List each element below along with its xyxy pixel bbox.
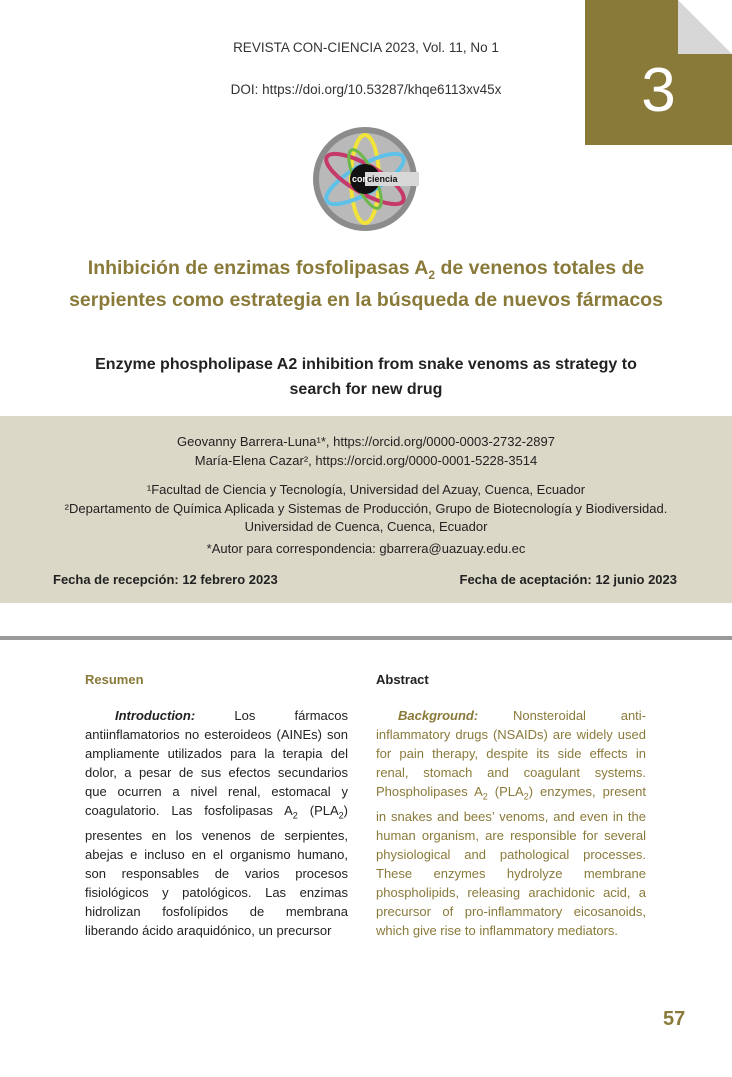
resumen-body: Introduction: Los fármacos antiinflamatorios no esteroideos (AINEs) son ampliamente utilizados para la terapia del dolor, a pesar de sus efectos secundarios que ocurren a nivel renal, estomacal y coagulatorio. Las fosfolipasas $A_2$ $(PLA_2)$ presentes en los venenos de serpientes, abejas e incluso en el organismo humano, son responsables de varios procesos fisiológicos y patológicos. Las enzimas hidrolizan fosfolípidos de membrana liberando ácido araquidónico, un precursor: [85, 708, 349, 938]
accepted-date: Fecha de aceptación: 12 junio 2023: [459, 572, 677, 587]
abstract-heading: Abstract: [376, 672, 429, 687]
affiliation-1: ¹Facultad de Ciencia y Tecnología, Universidad del Azuay, Cuenca, Ecuador: [146, 482, 586, 497]
section-divider: [0, 636, 732, 640]
journal-logo: [311, 125, 419, 233]
journal-citation: REVISTA CON-CIENCIA 2023, Vol. 11, No 1: [233, 40, 499, 55]
page-fold-corner: [678, 0, 732, 54]
logo-text-con: con: [352, 174, 369, 184]
issue-number-box: [585, 0, 732, 145]
title-spanish: Inhibición de enzimas fosfolipasas $A_2$ de venenos totales de serpientes como estrategia en la búsqueda de nuevos fármacos: [69, 257, 663, 311]
affiliation-2: ²Departamento de Química Aplicada y Sistemas de Producción, Grupo de Biotecnología y Biodiversidad. Universidad de Cuenca, Cuenca, Ecuador: [64, 500, 668, 534]
author-list: [0, 432, 732, 470]
doi-link[interactable]: DOI: https://doi.org/10.53287/khqe6113xv45x: [230, 82, 502, 97]
correspondence-line: *Autor para correspondencia: gbarrera@uazuay.edu.ec: [206, 541, 526, 556]
page-number: 57: [663, 1008, 686, 1030]
issue-number: 3: [641, 56, 676, 125]
title-english: Enzyme phospholipase A2 inhibition from snake venoms as strategy to search for new drug: [95, 356, 637, 398]
author-1: Geovanny Barrera-Luna¹*, https://orcid.org/0000-0003-2732-2897: [177, 434, 555, 449]
logo-text-ciencia: ciencia: [367, 174, 398, 184]
resumen-heading: Resumen: [85, 672, 144, 687]
affiliation-list: [60, 481, 672, 537]
received-date: Fecha de recepción: 12 febrero 2023: [53, 572, 278, 587]
abstract-body: Background: Nonsteroidal anti-inflammatory drugs (NSAIDs) are widely used for pain therapy, despite its side effects in renal, stomach and coagulant systems. Phospholipases $A_2$ $(PLA_2)$ enzymes, present in snakes and bees’ venoms, and even in the human organism, are responsible for several physiological and pathological processes. These enzymes hydrolyze membrane phospholipids, releasing arachidonic acid, a precursor of pro-inflammatory eicosanoids, which give rise to inflammatory mediators.: [376, 708, 647, 938]
author-2: María-Elena Cazar², https://orcid.org/0000-0001-5228-3514: [194, 453, 538, 468]
